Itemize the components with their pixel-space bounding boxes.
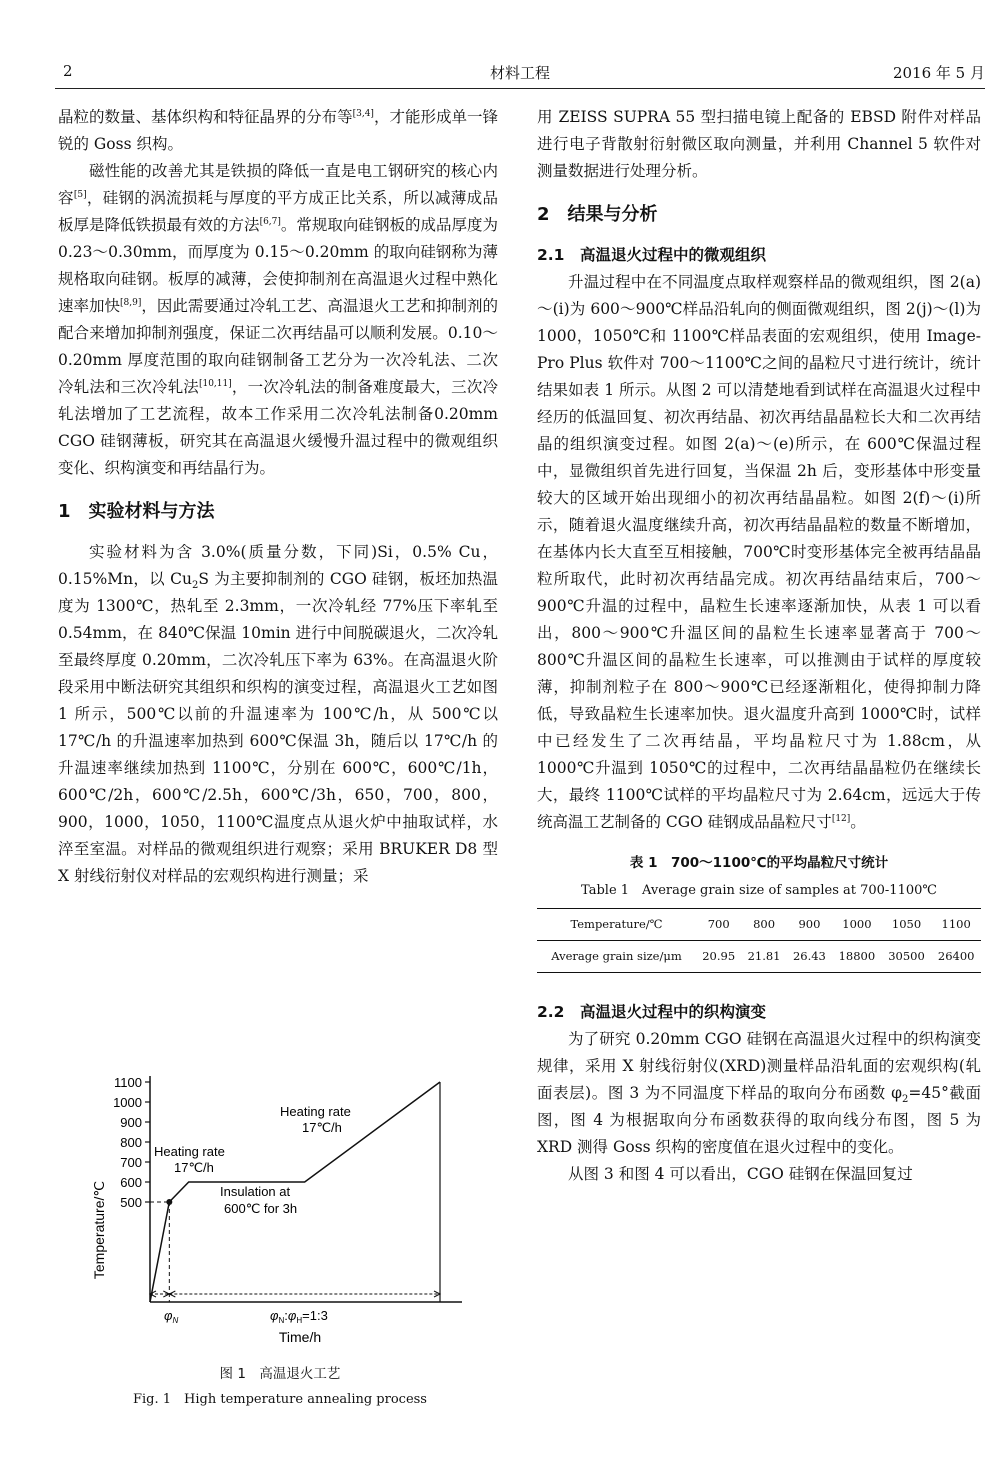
citation: [3,4] xyxy=(352,108,374,119)
table-cell: 21.81 xyxy=(741,941,786,973)
annotation-heating-rate-2-value: 17℃/h xyxy=(302,1120,342,1135)
paragraph: 晶粒的数量、基体织构和特征晶界的分布等[3,4]，才能形成单一锋锐的 Goss 织构。 xyxy=(58,108,498,153)
phi-ratio-label: $\varphi_N:\varphi_H=1:3$ xyxy=(270,1308,328,1325)
citation: [5] xyxy=(73,189,87,200)
table-caption-zh: 表 1 700～1100℃的平均晶粒尺寸统计 xyxy=(629,855,889,871)
citation: [10,11] xyxy=(198,378,232,389)
paragraph: 用 ZEISS SUPRA 55 型扫描电镜上配备的 EBSD 附件对样品进行电子背散射衍射微区取向测量，并利用 Channel 5 软件对测量数据进行处理分析。 xyxy=(537,108,981,180)
page-header xyxy=(55,62,985,90)
table-cell: 26400 xyxy=(931,941,981,973)
y-tick-label: 600 xyxy=(120,1175,142,1190)
grain-size-table xyxy=(537,908,981,973)
citation: [12] xyxy=(831,813,851,824)
annotation-heating-rate-1-value: 17℃/h xyxy=(174,1160,214,1175)
table-header-row xyxy=(537,909,981,941)
page-number: 2 xyxy=(63,62,73,80)
annotation-heating-rate-2: Heating rate xyxy=(280,1104,351,1119)
journal-name: 材料工程 xyxy=(489,64,550,82)
paragraph: 实验材料为含 3.0%(质量分数，下同)Si，0.5% Cu，0.15%Mn，以 $Cu_2S$ 为主要抑制剂的 CGO 硅钢，板坯加热温度为 1300℃，热轧至 2.3mm，一次冷轧经 77%压下率轧至 0.54mm，在 840℃保温 10min 进行中间脱碳退火，二次冷轧至最终厚度 0.20mm，二次冷轧压下率为 63%。在高温退火阶段采用中断法研究其组织和织构的演变过程，高温退火工艺如图 1 所示，500℃以前的升温速率为 100℃/h，从 500℃以 17℃/h 的升温速率加热到 600℃保温 3h，随后以 17℃/h 的升温速率继续加热到 1100℃，分别在 600℃，600℃/1h，600℃/2h，600℃/2.5h，600℃/3h，650，700，800，900，1000，1050，1100℃温度点从退火炉中抽取试样，水淬至室温。对样品的微观组织进行观察；采用 BRUKER D8 型 X 射线衍射仪对样品的宏观织构进行测量；采 xyxy=(58,543,498,885)
table-cell: 30500 xyxy=(882,941,932,973)
table-header-cell: 1000 xyxy=(832,909,882,941)
figure-caption-zh: 图 1 高温退火工艺 xyxy=(219,1366,341,1382)
table-header-cell: 1050 xyxy=(882,909,932,941)
y-tick-label: 1000 xyxy=(113,1095,142,1110)
citation: [6,7] xyxy=(259,216,281,227)
x-axis-label: Time/h xyxy=(278,1329,322,1345)
y-axis-label: Temperature/℃ xyxy=(91,1180,107,1280)
table-caption-en: Table 1 Average grain size of samples at 700-1100℃ xyxy=(581,883,937,898)
table-cell: 20.95 xyxy=(696,941,741,973)
table-cell: Average grain size/μm xyxy=(537,941,696,973)
y-tick-label: 800 xyxy=(120,1135,142,1150)
annotation-insulation-value: 600℃ for 3h xyxy=(224,1201,298,1216)
table-header-cell: 800 xyxy=(741,909,786,941)
paragraph: 从图 3 和图 4 可以看出，CGO 硅钢在保温回复过 xyxy=(568,1165,913,1183)
section-heading: 1 实验材料与方法 xyxy=(58,501,215,522)
right-column xyxy=(537,104,981,1188)
annotation-insulation: Insulation at xyxy=(220,1184,291,1199)
paragraph: 磁性能的改善尤其是铁损的降低一直是电工钢研究的核心内容[5]，硅钢的涡流损耗与厚度的平方成正比关系，所以减薄成品板厚是降低铁损最有效的方法[6,7]。常规取向硅钢板的成品厚度为 0.23～0.30mm，而厚度为 0.15～0.20mm 的取向硅钢称为薄规格取向硅钢。板厚的减薄，会使抑制剂在高温退火过程中熟化速率加快[8,9]，因此需要通过冷轧工艺、高温退火工艺和抑制剂的配合来增加抑制剂强度，保证二次再结晶可以顺利发展。0.10～0.20mm 厚度范围的取向硅钢制备工艺分为一次冷轧法、二次冷轧法和三次冷轧法[10,11]，一次冷轧法的制备难度最大，三次冷轧法增加了工艺流程，故本工作采用二次冷轧法制备0.20mm CGO 硅钢薄板，研究其在高温退火缓慢升温过程中的微观组织变化、织构演变和再结晶行为。 xyxy=(58,162,498,477)
phi-label: $\varphi_N$ xyxy=(164,1308,179,1325)
subsection-heading: 2.1 高温退火过程中的微观组织 xyxy=(537,246,766,264)
annotation-heating-rate-1: Heating rate xyxy=(154,1144,225,1159)
paragraph: 升温过程中在不同温度点取样观察样品的微观组织，图 2(a)～(i)为 600～900℃样品沿轧向的侧面微观组织，图 2(j)～(l)为 1000，1050℃和 1100℃样品表面的宏观组织，使用 Image-Pro Plus 软件对 700～1100℃之间的晶粒尺寸进行统计，统计结果如表 1 所示。从图 2 可以清楚地看到试样在高温退火过程中经历的低温回复、初次再结晶、初次再结晶晶粒长大和二次再结晶的组织演变过程。如图 2(a)～(e)所示，在 600℃保温过程中，显微组织首先进行回复，当保温 2h 后，变形基体中形变量较大的区域开始出现细小的初次再结晶晶粒。如图 2(f)～(i)所示，随着退火温度继续升高，初次再结晶晶粒的数量不断增加，在基体内长大直至互相接触，700℃时变形基体完全被再结晶晶粒所取代，此时初次再结晶完成。初次再结晶结束后，700～900℃升温的过程中，晶粒生长速率逐渐加快，从表 1 可以看出，800～900℃升温区间的晶粒生长速率显著高于 700～800℃升温区间的晶粒生长速率，可以推测由于试样的厚度较薄，抑制剂粒子在 800～900℃已经逐渐粗化，使得抑制力降低，导致晶粒生长速率加快。退火温度升高到 1000℃时，试样中已经发生了二次再结晶，平均晶粒尺寸为 1.88cm，从 1000℃升温到 1050℃的过程中，二次再结晶晶粒仍在继续长大，最终 1100℃试样的平均晶粒尺寸为 2.64cm，远远大于传统高温工艺制备的 CGO 硅钢成品晶粒尺寸[12]。 xyxy=(537,273,981,831)
citation: [8,9] xyxy=(120,297,142,308)
table-header-cell: 900 xyxy=(787,909,832,941)
y-tick-label: 900 xyxy=(120,1115,142,1130)
table-cell: 18800 xyxy=(832,941,882,973)
table-1 xyxy=(537,850,981,973)
left-column xyxy=(58,104,498,890)
table-cell: 26.43 xyxy=(787,941,832,973)
figure-caption-en: Fig. 1 High temperature annealing process xyxy=(133,1392,427,1407)
paragraph: 为了研究 0.20mm CGO 硅钢在高温退火过程中的织构演变规律，采用 X 射线衍射仪(XRD)测量样品沿轧面的宏观织构(轧面表层)。图 3 为不同温度下样品的取向分布函数 $\varphi_2=45^\circ$截面图，图 4 为根据取向分布函数获得的取向线分布图，图 5 为 XRD 测得 Goss 织构的密度值在退火过程中的变化。 xyxy=(537,1030,981,1156)
y-tick-label: 700 xyxy=(120,1155,142,1170)
knee-point xyxy=(166,1199,172,1205)
figure-1 xyxy=(70,1070,490,1407)
subsection-heading: 2.2 高温退火过程中的织构演变 xyxy=(537,1003,766,1021)
section-heading: 2 结果与分析 xyxy=(537,204,658,225)
y-tick-label: 500 xyxy=(120,1195,142,1210)
table-header-cell: Temperature/℃ xyxy=(537,909,696,941)
table-header-cell: 700 xyxy=(696,909,741,941)
y-tick-label: 1100 xyxy=(114,1075,142,1090)
table-header-cell: 1100 xyxy=(931,909,981,941)
table-row xyxy=(537,941,981,973)
annealing-chart xyxy=(70,1070,490,1360)
header-rule xyxy=(55,88,985,89)
issue-date: 2016 年 5 月 xyxy=(892,64,985,82)
